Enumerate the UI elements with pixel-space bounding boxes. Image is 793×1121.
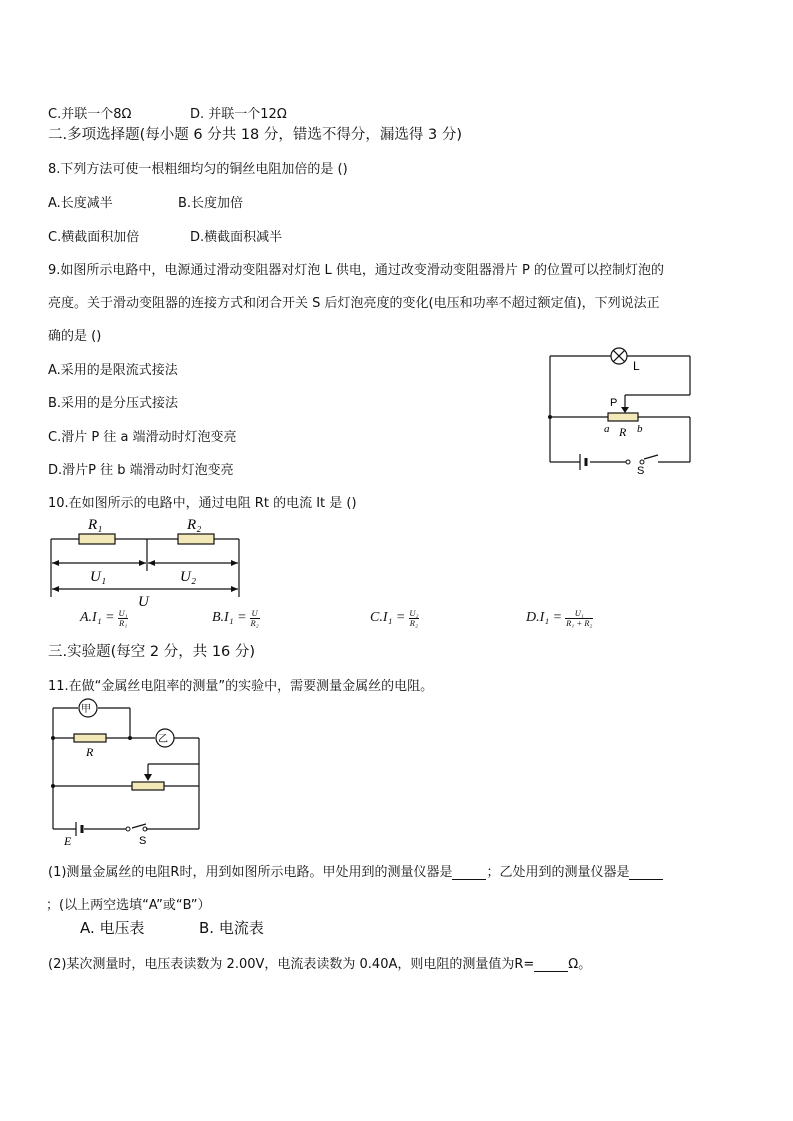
q11-part1-line: (1)测量金属丝的电阻R时，用到如图所示电路。甲处用到的测量仪器是 ；乙处用到的测量仪器是 bbox=[48, 866, 663, 880]
q8-option-d: D.横截面积减半 bbox=[190, 230, 283, 245]
q11-option-b: B. 电流表 bbox=[199, 919, 264, 937]
q11-stem: 11.在做“金属丝电阻率的测量”的实验中，需要测量金属丝的电阻。 bbox=[48, 679, 434, 694]
q9-option-b: B.采用的是分压式接法 bbox=[48, 396, 179, 411]
resistor-r-icon bbox=[74, 734, 106, 742]
section-2-heading: 二.多项选择题(每小题 6 分共 18 分，错选不得分，漏选得 3 分) bbox=[48, 127, 462, 143]
q11-part2-line: (2)某次测量时，电压表读数为 2.00V，电流表读数为 0.40A，则电阻的测量值为R= Ω。 bbox=[48, 957, 592, 972]
q9-stem-line2: 亮度。关于滑动变阻器的连接方式和闭合开关 S 后灯泡亮度的变化(电压和功率不超过额定值)，下列说法正 bbox=[48, 296, 660, 311]
q9-option-c: C.滑片 P 往 a 端滑动时灯泡变亮 bbox=[48, 430, 237, 445]
r1-label: R₁ bbox=[88, 517, 103, 533]
switch-icon bbox=[126, 827, 130, 831]
q10-option-a: A.I₁ = $\frac{\text{U₁}}{\text{R₁}}$ bbox=[80, 608, 128, 628]
q10-option-b: B.I₁ = $\frac{U}{\text{R₂}}$ bbox=[212, 608, 259, 628]
q9-stem-line1: 9.如图所示电路中，电源通过滑动变阻器对灯泡 L 供电，通过改变滑动变阻器滑片 P 的位置可以控制灯泡的 bbox=[48, 263, 665, 278]
q8-option-a: A.长度减半 bbox=[48, 196, 113, 211]
q8-option-c: C.横截面积加倍 bbox=[48, 230, 140, 245]
q8-option-b: B.长度加倍 bbox=[178, 196, 244, 211]
q9-stem-line3: 确的是 () bbox=[48, 329, 102, 344]
switch-label: S bbox=[637, 465, 645, 477]
meter-yi-label: 乙 bbox=[158, 734, 168, 745]
q7-option-d: D. 并联一个12Ω bbox=[190, 107, 287, 122]
slider-label: P bbox=[610, 397, 618, 409]
r2-label: R₂ bbox=[187, 517, 202, 533]
rheostat-icon bbox=[132, 782, 164, 790]
q9-option-a: A.采用的是限流式接法 bbox=[48, 363, 178, 378]
q10-option-c: C.I₁ = $\frac{\text{U₂}}{\text{R₂}}$ bbox=[370, 608, 419, 628]
rheostat-label: R bbox=[619, 425, 627, 439]
end-a-label: a bbox=[604, 423, 610, 435]
answer-blank-r[interactable] bbox=[534, 958, 568, 972]
q11-part1-hint: ；(以上两空选填“A”或“B”） bbox=[46, 898, 211, 913]
section-3-heading: 三.实验题(每空 2 分，共 16 分) bbox=[48, 644, 256, 660]
q10-circuit-diagram bbox=[46, 514, 246, 614]
q9-option-d: D.滑片P 往 b 端滑动时灯泡变亮 bbox=[48, 463, 234, 478]
u1-label: U₁ bbox=[90, 569, 107, 585]
switch-label: S bbox=[139, 835, 147, 847]
q10-stem: 10.在如图所示的电路中，通过电阻 Rt 的电流 It 是 () bbox=[48, 496, 357, 511]
rheostat-icon bbox=[608, 413, 638, 421]
answer-blank-yi[interactable] bbox=[629, 866, 663, 880]
r2-icon bbox=[178, 534, 214, 544]
r1-icon bbox=[79, 534, 115, 544]
lamp-label: L bbox=[633, 359, 640, 373]
u-label: U bbox=[138, 594, 149, 610]
q11-circuit-diagram bbox=[46, 698, 211, 846]
q7-option-c: C.并联一个8Ω bbox=[48, 107, 132, 122]
source-label: E bbox=[64, 834, 72, 848]
q9-circuit-diagram bbox=[540, 340, 700, 475]
resistor-r-label: R bbox=[86, 745, 94, 759]
q10-option-d: D.I₁ = $\frac{\text{U₁}}{\text{R₁ + R₂}}$ bbox=[526, 608, 593, 628]
u2-label: U₂ bbox=[180, 569, 197, 585]
end-b-label: b bbox=[637, 423, 643, 435]
q11-option-a: A. 电压表 bbox=[80, 919, 145, 937]
switch-icon bbox=[626, 460, 630, 464]
meter-jia-label: 甲 bbox=[81, 704, 91, 715]
answer-blank-jia[interactable] bbox=[452, 866, 486, 880]
q8-stem: 8.下列方法可使一根粗细均匀的铜丝电阻加倍的是 () bbox=[48, 162, 348, 177]
